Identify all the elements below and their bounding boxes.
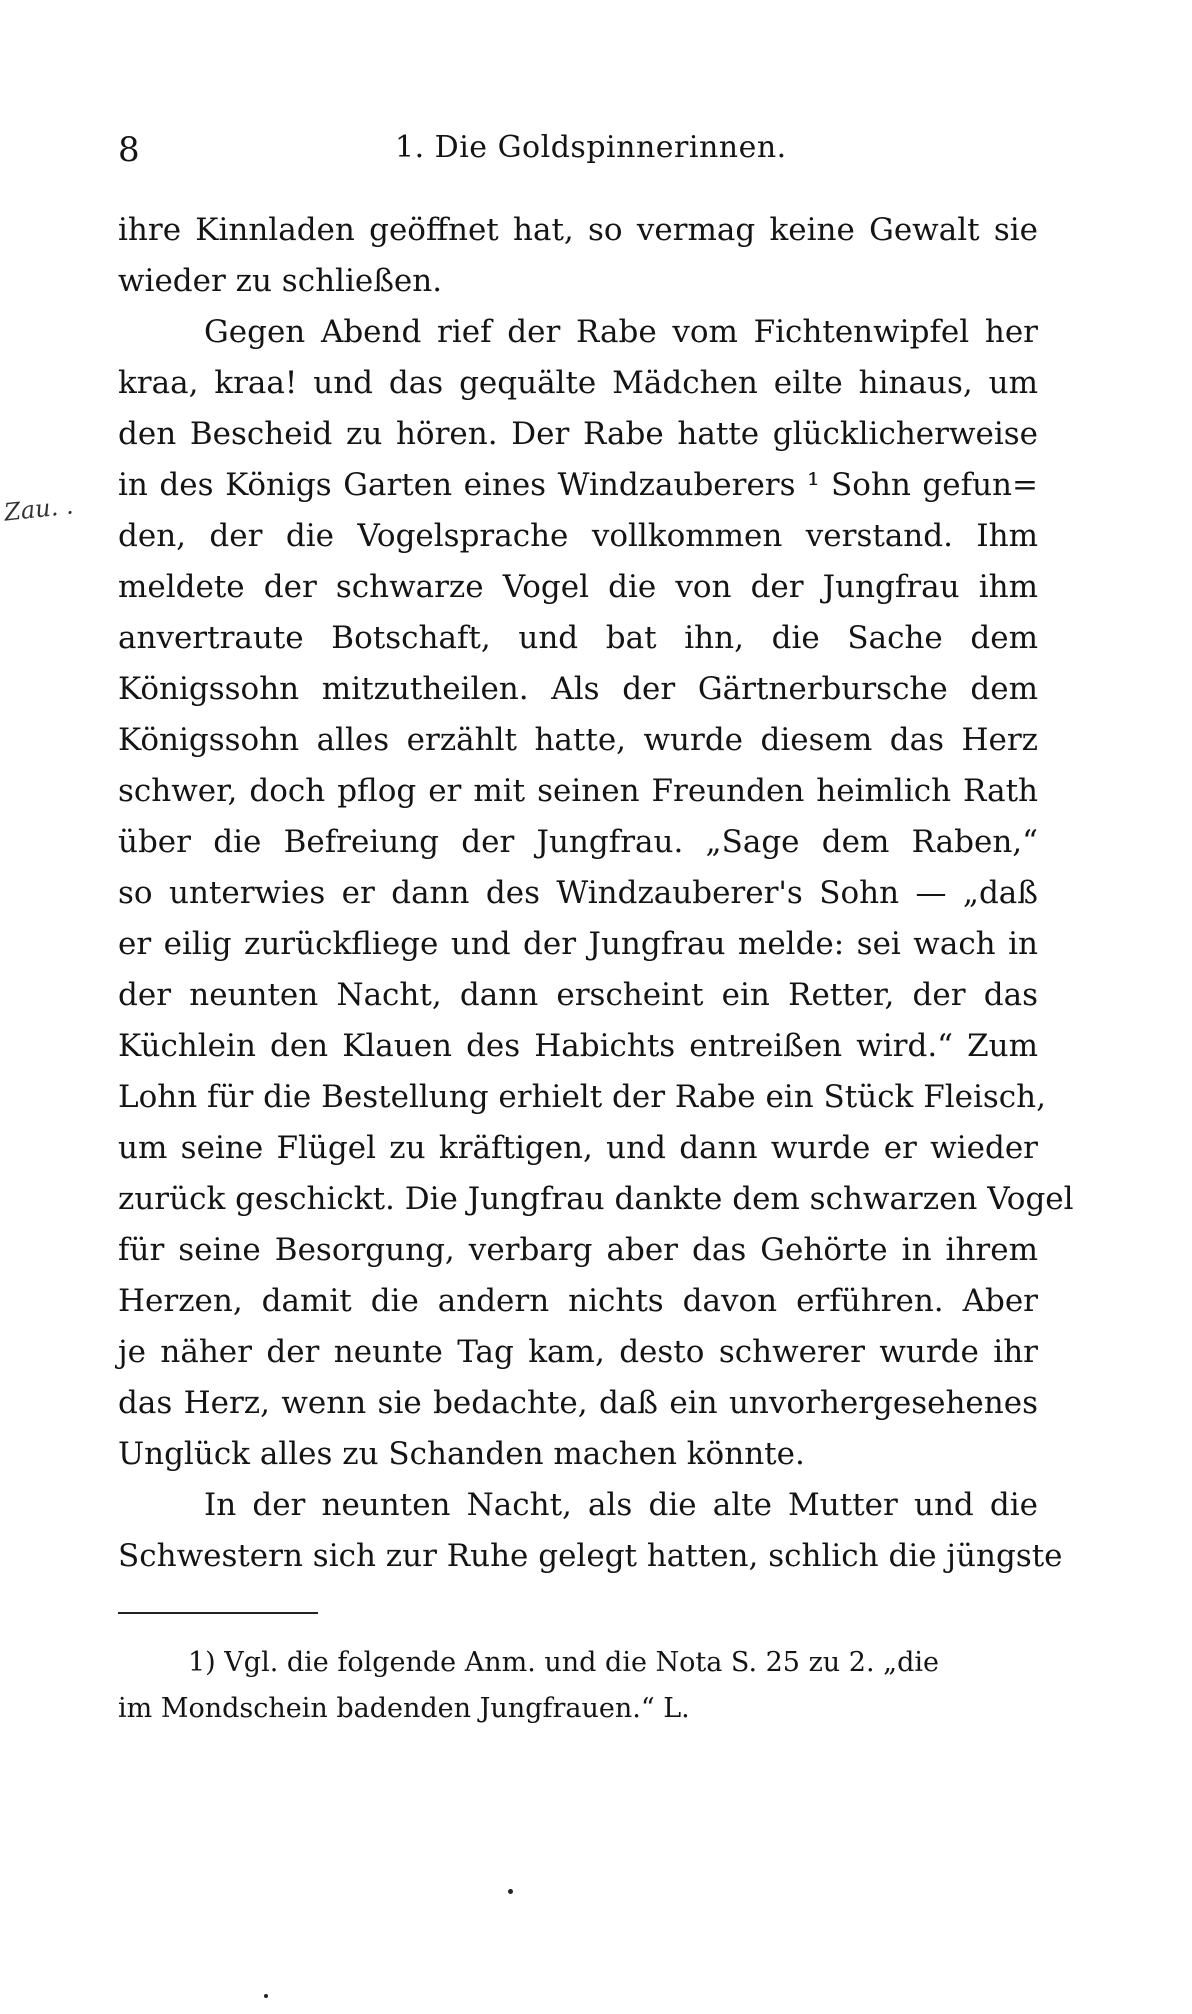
text-line: in des Königs Garten eines Windzauberers ¹ Sohn gefun= <box>118 467 1038 503</box>
text-line: anvertraute Botschaft, und bat ihn, die Sache dem <box>118 620 1038 656</box>
text-line: Königssohn alles erzählt hatte, wurde diesem das Herz <box>118 722 1038 758</box>
text-line: Schwestern sich zur Ruhe gelegt hatten, schlich die jüngste <box>118 1538 1063 1574</box>
text-line: In der neunten Nacht, als die alte Mutter und die <box>204 1487 1038 1523</box>
body-text <box>118 205 1074 1582</box>
text-line: für seine Besorgung, verbarg aber das Gehörte in ihrem <box>118 1232 1038 1268</box>
footnote-line: 1) Vgl. die folgende Anm. und die Nota S. 25 zu 2. „die <box>188 1647 939 1678</box>
print-speck <box>264 1994 268 1998</box>
text-line: der neunten Nacht, dann erscheint ein Retter, der das <box>118 977 1038 1013</box>
text-line: Königssohn mitzutheilen. Als der Gärtnerbursche dem <box>118 671 1038 707</box>
footnote-line: im Mondschein badenden Jungfrauen.“ L. <box>118 1693 690 1724</box>
text-line: über die Befreiung der Jungfrau. „Sage dem Raben,“ <box>118 824 1038 860</box>
text-line: ihre Kinnladen geöffnet hat, so vermag keine Gewalt sie <box>118 212 1038 248</box>
page-number: 8 <box>118 130 140 170</box>
text-line: meldete der schwarze Vogel die von der Jungfrau ihm <box>118 569 1038 605</box>
text-line: zurück geschickt. Die Jungfrau dankte dem schwarzen Vogel <box>118 1181 1074 1217</box>
text-line: Lohn für die Bestellung erhielt der Rabe ein Stück Fleisch, <box>118 1079 1046 1115</box>
text-line: Unglück alles zu Schanden machen könnte. <box>118 1436 805 1472</box>
text-line: wieder zu schließen. <box>118 263 443 299</box>
text-line: Herzen, damit die andern nichts davon erführen. Aber <box>118 1283 1038 1319</box>
text-line: den, der die Vogelsprache vollkommen verstand. Ihm <box>118 518 1038 554</box>
text-line: Küchlein den Klauen des Habichts entreißen wird.“ Zum <box>118 1028 1038 1064</box>
text-line: Gegen Abend rief der Rabe vom Fichtenwipfel her <box>204 314 1038 350</box>
text-line: je näher der neunte Tag kam, desto schwerer wurde ihr <box>118 1334 1038 1370</box>
text-line: das Herz, wenn sie bedachte, daß ein unvorhergesehenes <box>118 1385 1038 1421</box>
print-speck <box>508 1889 513 1894</box>
text-line: den Bescheid zu hören. Der Rabe hatte glücklicherweise <box>118 416 1038 452</box>
text-line: schwer, doch pflog er mit seinen Freunden heimlich Rath <box>118 773 1038 809</box>
text-line: er eilig zurückfliege und der Jungfrau melde: sei wach in <box>118 926 1038 962</box>
text-line: um seine Flügel zu kräftigen, und dann wurde er wieder <box>118 1130 1038 1166</box>
running-head: 1. Die Goldspinnerinnen. <box>395 130 787 165</box>
footnote-divider <box>118 1612 318 1614</box>
text-line: so unterwies er dann des Windzauberer's Sohn — „daß <box>118 875 1038 911</box>
text-line: kraa, kraa! und das gequälte Mädchen eilte hinaus, um <box>118 365 1038 401</box>
margin-annotation: Zau. . <box>2 491 75 527</box>
footnote <box>118 1640 1038 1732</box>
